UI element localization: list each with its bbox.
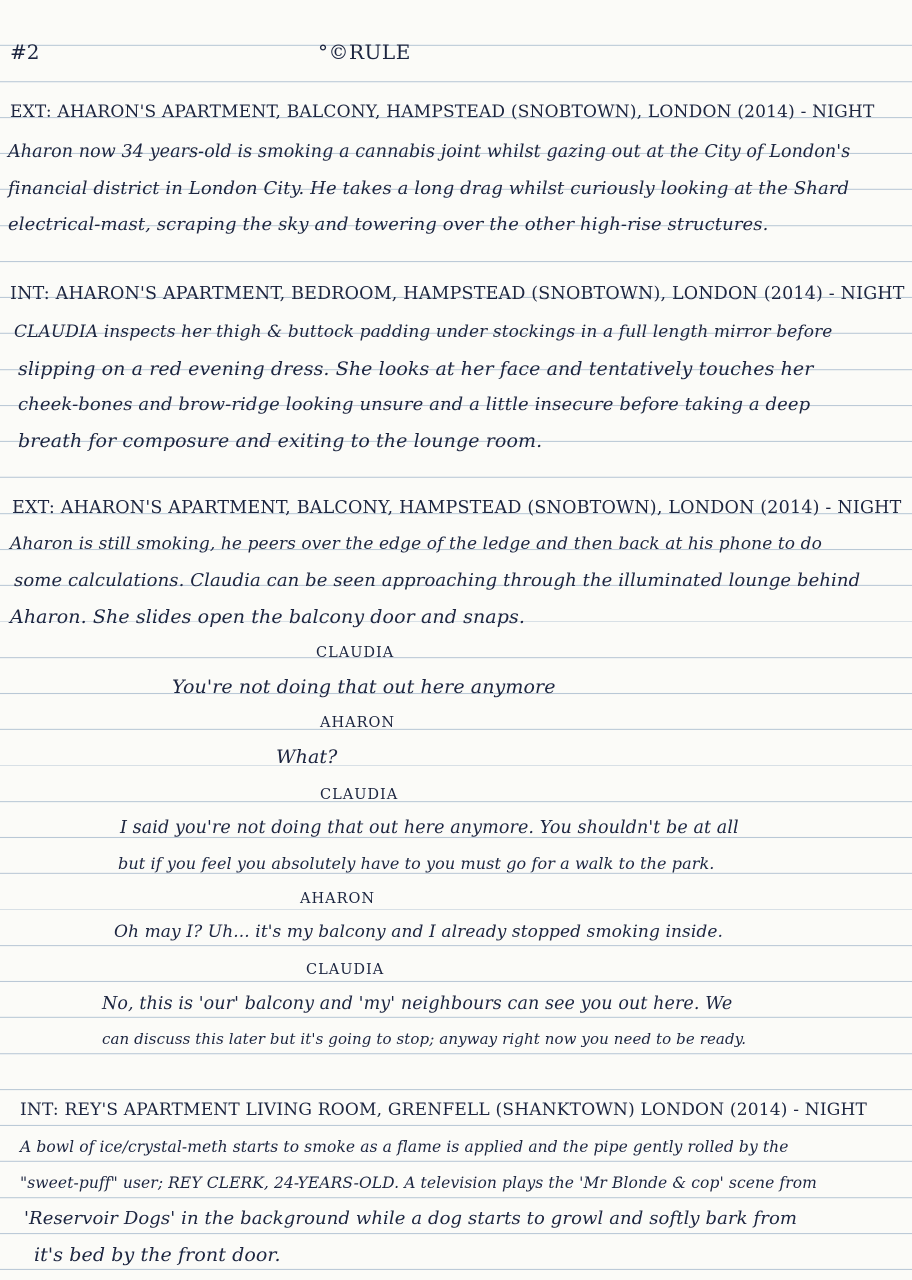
dialogue-line: Oh may I? Uh... it's my balcony and I already stopped smoking inside. bbox=[114, 922, 724, 942]
action-line: Aharon is still smoking, he peers over the edge of the ledge and then back at his phone to do bbox=[10, 534, 822, 554]
scene-heading: EXT: AHARON'S APARTMENT, BALCONY, HAMPSTEAD (SNOBTOWN), LONDON (2014) - NIGHT bbox=[10, 102, 875, 122]
character-name: AHARON bbox=[320, 715, 396, 731]
dialogue-line: I said you're not doing that out here anymore. You shouldn't be at all bbox=[120, 818, 739, 838]
action-line: CLAUDIA inspects her thigh & buttock padding under stockings in a full length mirror before bbox=[14, 322, 833, 342]
action-line: breath for composure and exiting to the lounge room. bbox=[18, 430, 543, 452]
action-line: Aharon now 34 years-old is smoking a cannabis joint whilst gazing out at the City of London's bbox=[8, 142, 851, 162]
action-line: A bowl of ice/crystal-meth starts to smoke as a flame is applied and the pipe gently rolled by the bbox=[20, 1138, 789, 1156]
dialogue-line: No, this is 'our' balcony and 'my' neighbours can see you out here. We bbox=[102, 994, 733, 1014]
action-line: slipping on a red evening dress. She looks at her face and tentatively touches her bbox=[18, 358, 814, 380]
dialogue-line: can discuss this later but it's going to stop; anyway right now you need to be ready. bbox=[102, 1030, 747, 1048]
action-line: Aharon. She slides open the balcony door and snaps. bbox=[10, 606, 525, 628]
page-number: #2 bbox=[10, 40, 40, 64]
dialogue-line: but if you feel you absolutely have to you must go for a walk to the park. bbox=[118, 854, 715, 873]
character-name: CLAUDIA bbox=[320, 787, 399, 803]
scene-heading: EXT: AHARON'S APARTMENT, BALCONY, HAMPSTEAD (SNOBTOWN), LONDON (2014) - NIGHT bbox=[12, 498, 902, 518]
action-line: electrical-mast, scraping the sky and towering over the other high-rise structures. bbox=[8, 214, 769, 235]
dialogue-line: You're not doing that out here anymore bbox=[172, 676, 556, 698]
scene-heading: INT: REY'S APARTMENT LIVING ROOM, GRENFELL (SHANKTOWN) LONDON (2014) - NIGHT bbox=[20, 1100, 868, 1120]
scene-heading: INT: AHARON'S APARTMENT, BEDROOM, HAMPSTEAD (SNOBTOWN), LONDON (2014) - NIGHT bbox=[10, 284, 905, 304]
action-line: 'Reservoir Dogs' in the background while a dog starts to growl and softly bark from bbox=[24, 1208, 798, 1229]
character-name: AHARON bbox=[300, 891, 376, 907]
dialogue-line: What? bbox=[276, 746, 338, 768]
action-line: financial district in London City. He takes a long drag whilst curiously looking at the Shard bbox=[8, 178, 850, 199]
action-line: it's bed by the front door. bbox=[34, 1244, 281, 1266]
character-name: CLAUDIA bbox=[306, 962, 385, 978]
action-line: cheek-bones and brow-ridge looking unsure and a little insecure before taking a deep bbox=[18, 394, 811, 415]
page-title: °©RULE bbox=[318, 40, 411, 64]
action-line: "sweet-puff" user; REY CLERK, 24-YEARS-OLD. A television plays the 'Mr Blonde & cop' scene from bbox=[20, 1174, 817, 1192]
character-name: CLAUDIA bbox=[316, 645, 395, 661]
action-line: some calculations. Claudia can be seen approaching through the illuminated lounge behind bbox=[14, 570, 861, 591]
